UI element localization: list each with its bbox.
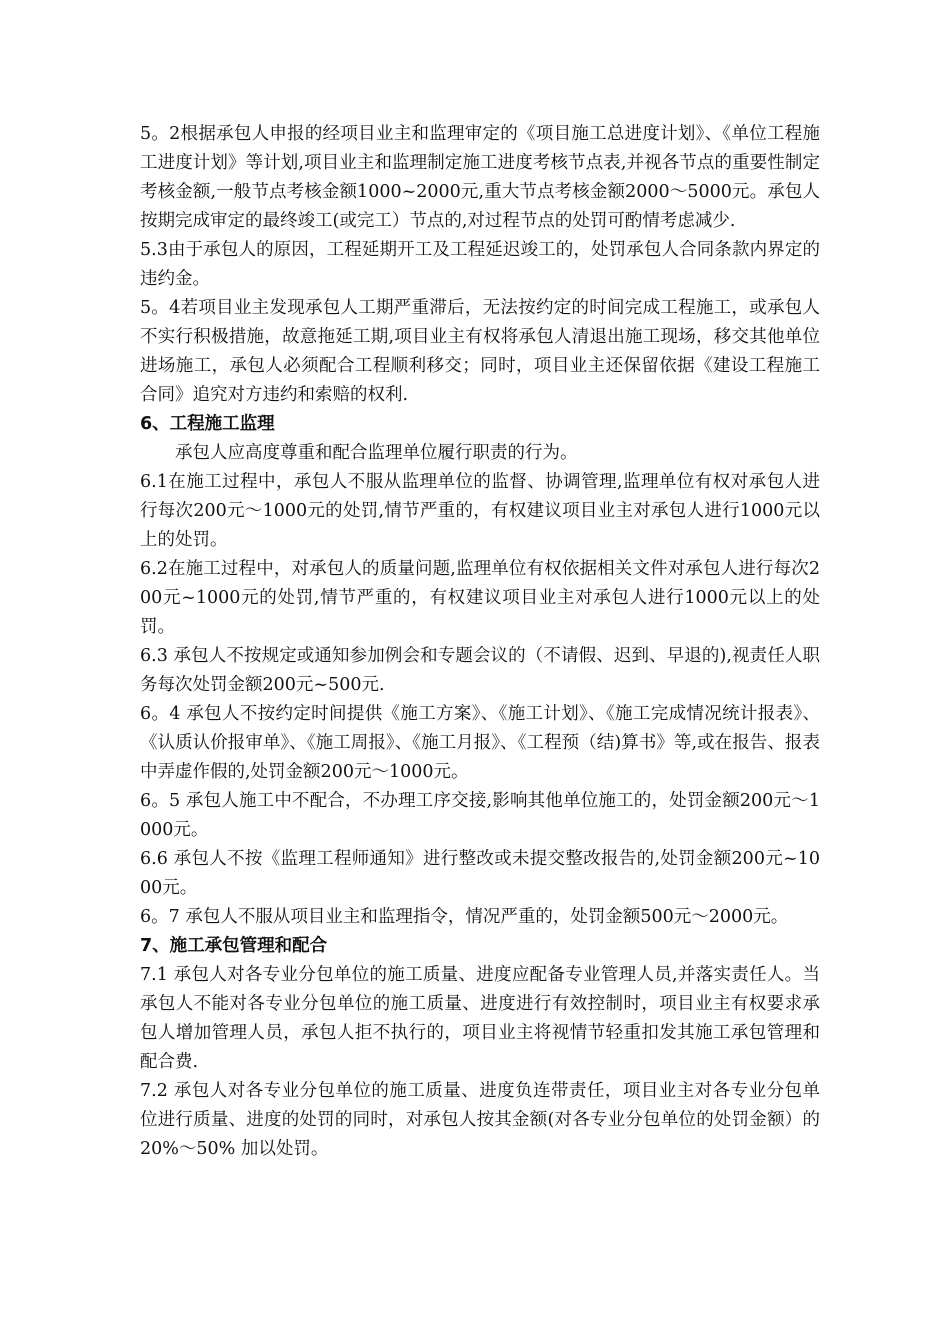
clause-6-6: 6.6 承包人不按《监理工程师通知》进行整改或未提交整改报告的,处罚金额200元~1000元。 [140,849,820,898]
clause-7-1: 7.1 承包人对各专业分包单位的施工质量、进度应配备专业管理人员,并落实责任人。当承包人不能对各专业分包单位的施工质量、进度进行有效控制时，项目业主有权要求承包人增加管理人员，承包人拒不执行的，项目业主将视情节轻重扣发其施工承包管理和配合费. [140,965,820,1072]
clause-5-2: 5。2根据承包人申报的经项目业主和监理审定的《项目施工总进度计划》、《单位工程施工进度计划》等计划,项目业主和监理制定施工进度考核节点表,并视各节点的重要性制定考核金额,一般节点考核金额1000~2000元,重大节点考核金额2000～5000元。承包人按期完成审定的最终竣工(或完工）节点的,对过程节点的处罚可酌情考虑减少. [140,124,820,231]
clause-6-4: 6。4 承包人不按约定时间提供《施工方案》、《施工计划》、《施工完成情况统计报表》、《认质认价报审单》、《施工周报》、《施工月报》、《工程预（结)算书》等,或在报告、报表中弄虚作假的,处罚金额200元～1000元。 [140,704,820,782]
clause-5-3: 5.3由于承包人的原因，工程延期开工及工程延迟竣工的，处罚承包人合同条款内界定的违约金。 [140,240,820,289]
section-6-intro: 承包人应高度尊重和配合监理单位履行职责的行为。 [175,443,578,463]
section-heading-7: 7、施工承包管理和配合 [140,936,328,956]
clause-6-5: 6。5 承包人施工中不配合，不办理工序交接,影响其他单位施工的，处罚金额200元～1000元。 [140,791,820,840]
clause-6-7: 6。7 承包人不服从项目业主和监理指令，情况严重的，处罚金额500元～2000元。 [140,907,789,927]
clause-6-2: 6.2在施工过程中，对承包人的质量问题,监理单位有权依据相关文件对承包人进行每次200元~1000元的处罚,情节严重的，有权建议项目业主对承包人进行1000元以上的处罚。 [140,559,820,637]
clause-6-3: 6.3 承包人不按规定或通知参加例会和专题会议的（不请假、迟到、早退的),视责任人职务每次处罚金额200元~500元. [140,646,820,695]
clause-5-4: 5。4若项目业主发现承包人工期严重滞后，无法按约定的时间完成工程施工，或承包人不实行积极措施，故意拖延工期,项目业主有权将承包人清退出施工现场，移交其他单位进场施工，承包人必须配合工程顺利移交；同时，项目业主还保留依据《建设工程施工合同》追究对方违约和索赔的权利. [140,298,820,405]
document-body [140,120,820,1164]
section-heading-6: 6、工程施工监理 [140,414,275,434]
clause-7-2: 7.2 承包人对各专业分包单位的施工质量、进度负连带责任，项目业主对各专业分包单位进行质量、进度的处罚的同时，对承包人按其金额(对各专业分包单位的处罚金额）的20%～50% 加以处罚。 [140,1081,820,1159]
clause-6-1: 6.1在施工过程中，承包人不服从监理单位的监督、协调管理,监理单位有权对承包人进行每次200元～1000元的处罚,情节严重的，有权建议项目业主对承包人进行1000元以上的处罚。 [140,472,820,550]
